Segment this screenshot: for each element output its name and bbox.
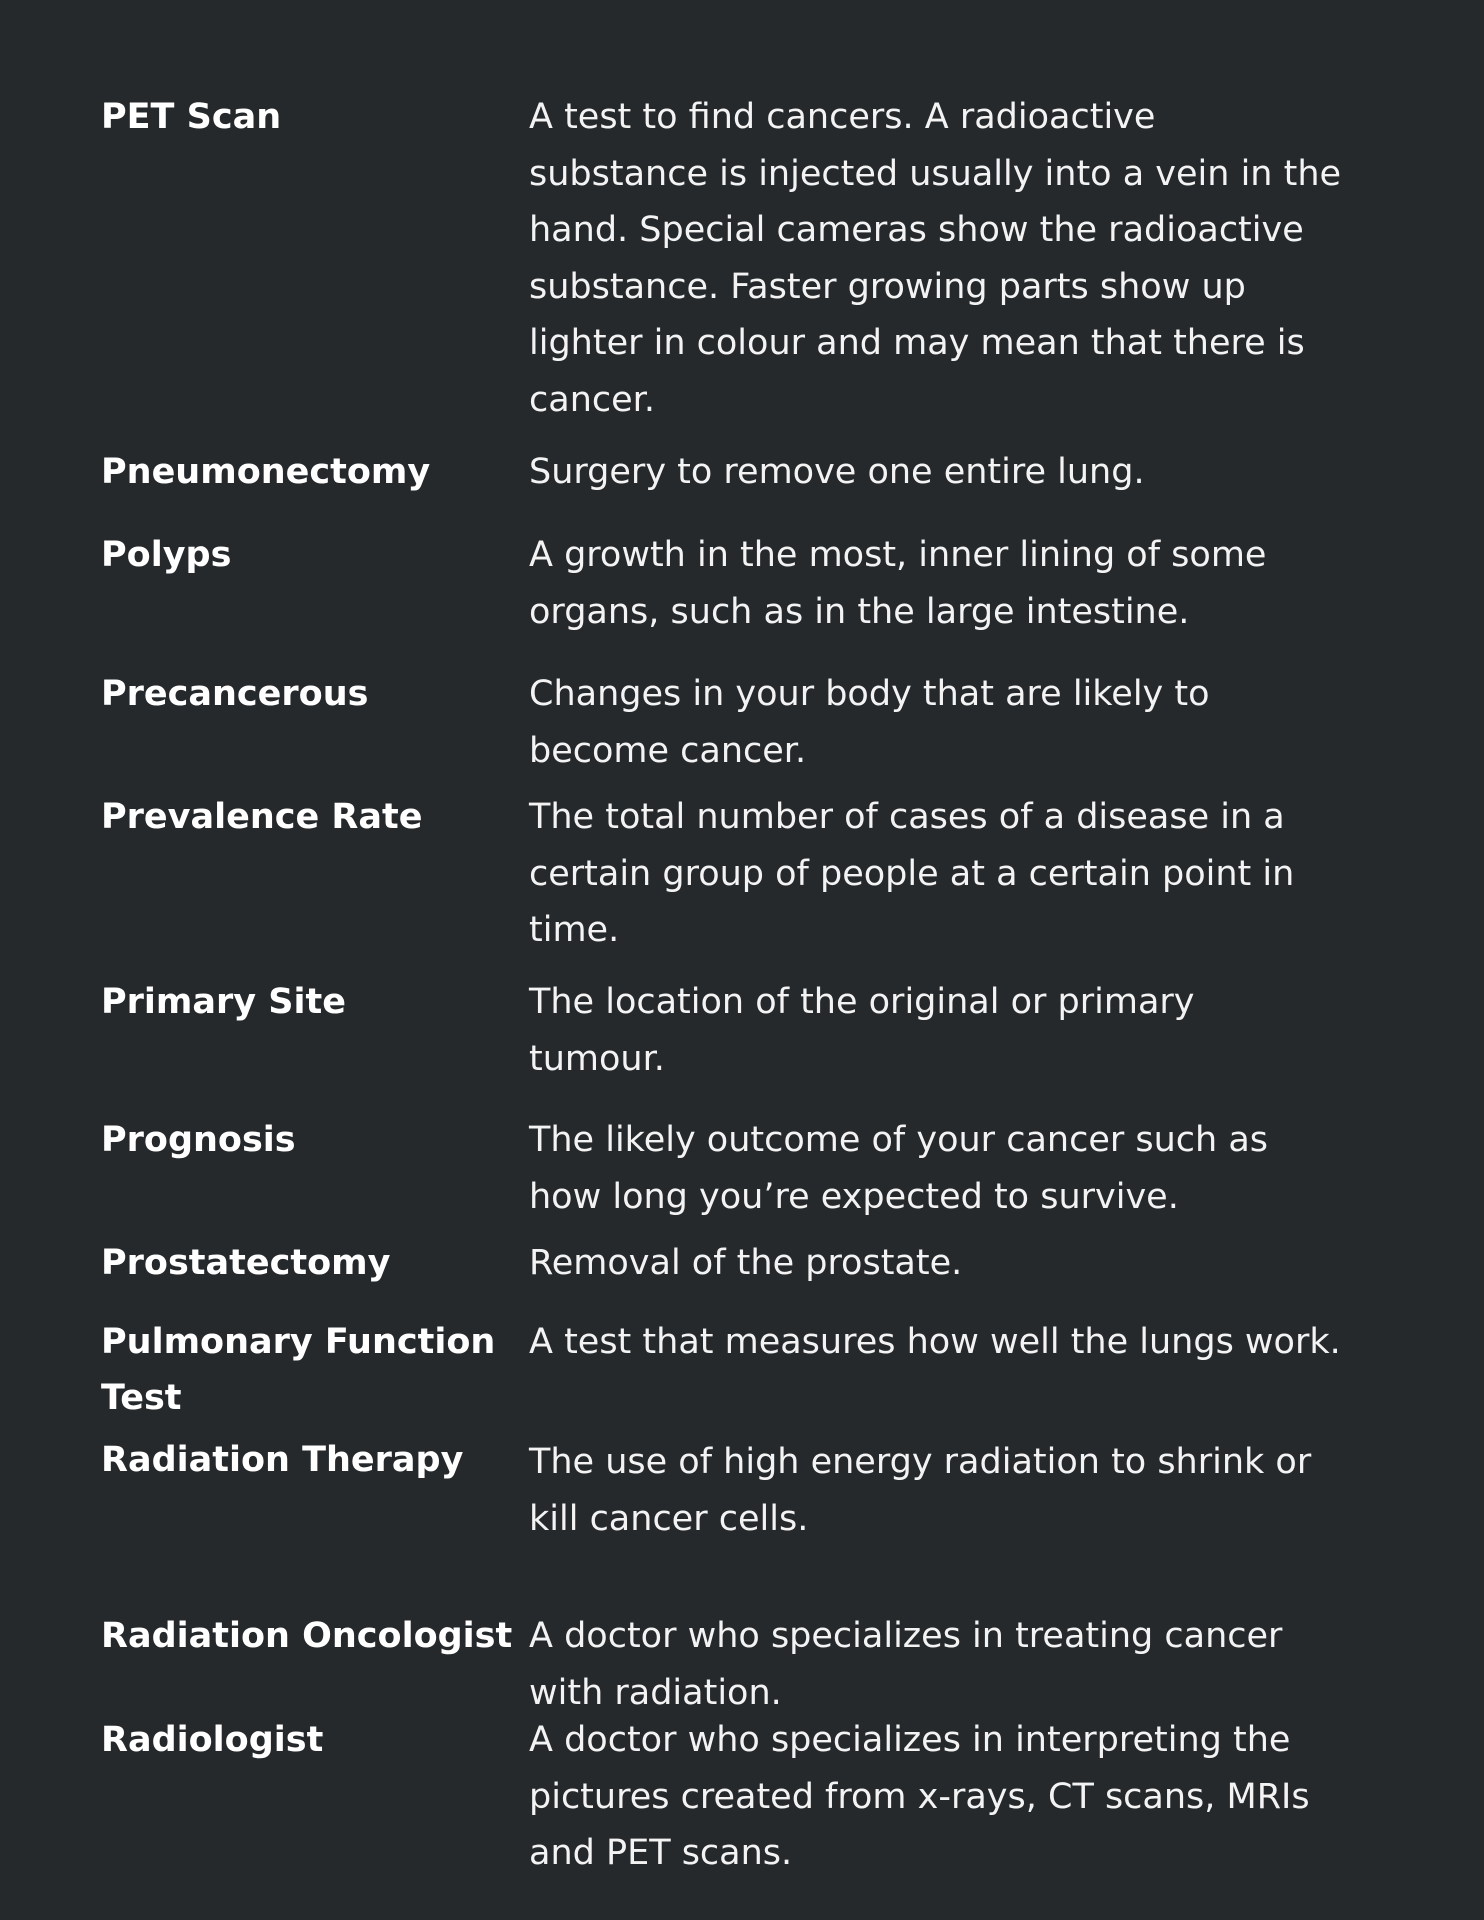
glossary-definition [529,1112,1389,1225]
glossary-definition [529,789,1389,959]
definition-line: time. [529,910,620,950]
glossary-term: Pulmonary Function Test [101,1322,496,1418]
definition-line: kill cancer cells. [529,1498,809,1539]
glossary-definition [529,974,1389,1087]
definition-line: become cancer. [529,730,807,771]
glossary-term: Primary Site [101,982,346,1022]
definition-line: cancer. [529,379,655,420]
definition-line: The likely outcome of your cancer such as [529,1120,1269,1160]
glossary-definition [529,1434,1389,1547]
glossary-term: PET Scan [101,97,282,137]
glossary-term: Radiation Therapy [101,1440,464,1480]
glossary-term: Radiologist [101,1720,324,1760]
definition-line: The total number of cases of a disease in a [529,797,1285,837]
definition-line: substance. Faster growing parts show up [529,266,1246,307]
definition-line: A growth in the most, inner lining of some [529,535,1267,575]
glossary-definition [529,1712,1389,1882]
definition-line: A doctor who specializes in interpreting the [529,1720,1291,1760]
glossary-term: Prostatectomy [101,1243,391,1283]
definition-line: hand. Special cameras show the radioactive [529,210,1304,250]
definition-line: The location of the original or primary [529,982,1195,1022]
glossary-definition [529,1314,1389,1371]
glossary-term: Polyps [101,535,232,575]
glossary-term: Prognosis [101,1120,296,1160]
glossary-term: Prevalence Rate [101,797,423,837]
definition-line: organs, such as in the large intestine. [529,591,1190,632]
definition-line: The use of high energy radiation to shrink or [529,1442,1312,1482]
glossary-definition [529,527,1389,640]
glossary-term: Radiation Oncologist [101,1616,513,1656]
definition-line: Removal of the prostate. [529,1243,963,1283]
definition-line: Changes in your body that are likely to [529,674,1210,714]
definition-line: how long you’re expected to survive. [529,1176,1179,1217]
definition-line: A doctor who specializes in treating cancer [529,1616,1283,1656]
definition-line: tumour. [529,1038,665,1079]
definition-line: substance is injected usually into a vein in the [529,153,1342,194]
definition-line: and PET scans. [529,1833,793,1873]
definition-line: pictures created from x-rays, CT scans, MRIs [529,1776,1310,1817]
glossary-definition [529,444,1389,501]
glossary-definition [529,1235,1389,1292]
glossary-term: Pneumonectomy [101,452,431,492]
glossary-term: Precancerous [101,674,369,714]
definition-line: certain group of people at a certain point in [529,853,1295,894]
definition-line: Surgery to remove one entire lung. [529,452,1145,492]
glossary-definition [529,1608,1389,1721]
glossary-definition [529,89,1389,428]
definition-line: A test to find cancers. A radioactive [529,97,1156,137]
definition-line: with radiation. [529,1672,782,1713]
definition-line: lighter in colour and may mean that there is [529,323,1305,363]
glossary-definition [529,666,1389,779]
definition-line: A test that measures how well the lungs work. [529,1322,1341,1362]
